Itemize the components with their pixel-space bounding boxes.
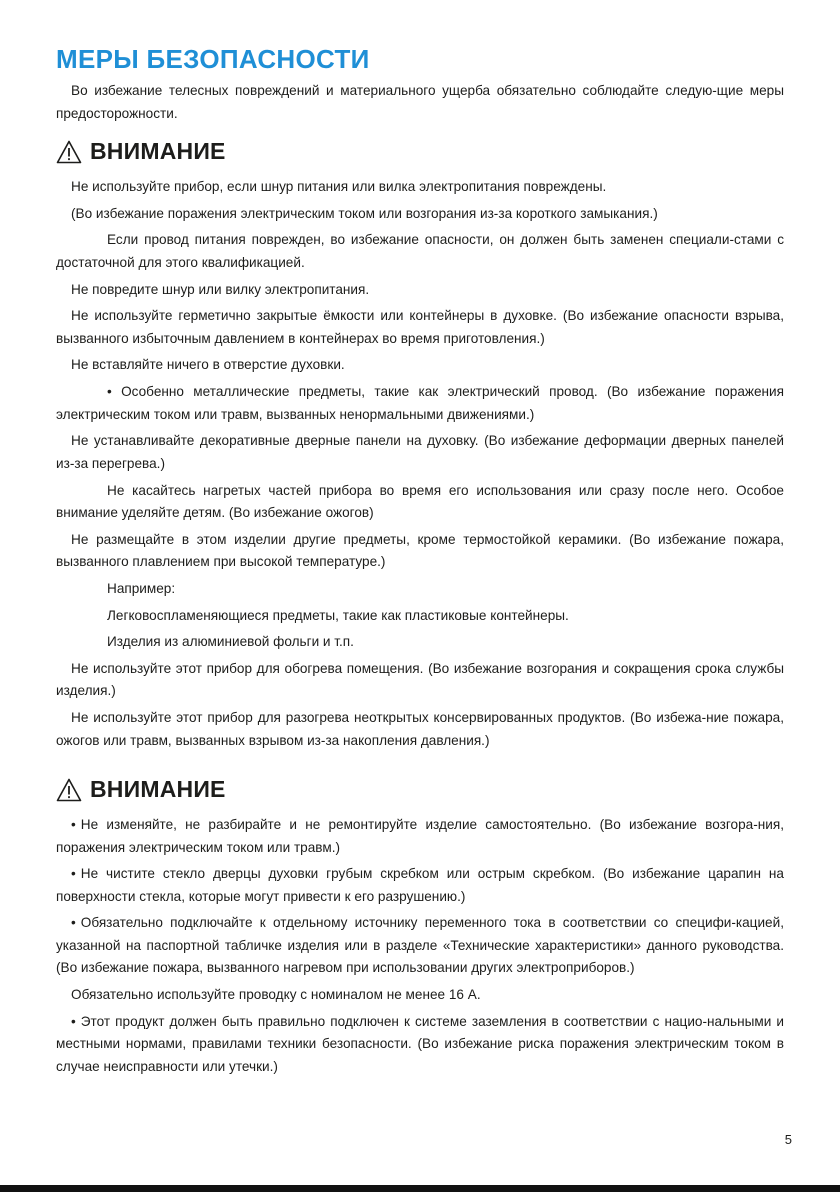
safety-item: • Не чистите стекло дверцы духовки грубым скребком или острым скребком. (Во избежание царапин на поверхности стекла, которые могут привести к его разрушению.): [56, 863, 784, 908]
warning-heading-text: ВНИМАНИЕ: [90, 138, 226, 164]
example-item: Изделия из алюминиевой фольги и т.п.: [107, 634, 354, 650]
safety-item: Не используйте этот прибор для обогрева помещения. (Во избежание возгорания и сокращения срока службы изделия.): [56, 660, 784, 699]
warning-heading-1: [56, 138, 226, 165]
warning-triangle-icon: [56, 140, 82, 164]
safety-item: • Этот продукт должен быть правильно подключен к системе заземления в соответствии с нацио-нальными и местными нормами, правилами техники безопасности. (Во избежание риска поражения электрическим током в случае неисправности или утечки.): [56, 1011, 784, 1079]
safety-item: Не используйте герметично закрытые ёмкости или контейнеры в духовке. (Во избежание опасности взрыва, вызванного избыточным давлением в контейнерах во время приготовления.): [56, 308, 784, 346]
warning-heading-2: [56, 776, 226, 803]
example-label: Например:: [107, 580, 176, 596]
safety-item: Не устанавливайте декоративные дверные панели на духовку. (Во избежание деформации дверных панелей из-за перегрева.): [56, 433, 784, 471]
bottom-border: [0, 1185, 840, 1192]
safety-item: Не вставляйте ничего в отверстие духовки.: [71, 357, 345, 373]
safety-item: Не касайтесь нагретых частей прибора во время его использования или сразу после него. Особое внимание уделяйте детям. (Во избежание ожогов): [56, 482, 784, 520]
safety-item: • Обязательно подключайте к отдельному источнику переменного тока в соответствии со специфи-кацией, указанной на паспортной табличке изделия или в разделе «Технические характеристики» данного руководства. (Во избежание пожара, вызванного нагревом при использовании других электроприборов.): [56, 912, 784, 980]
warning-section-2: [56, 814, 784, 1078]
safety-item: • Не изменяйте, не разбирайте и не ремонтируйте изделие самостоятельно. (Во избежание возгора-ния, поражения электрическим током или травм.): [56, 814, 784, 859]
warning-section-1: [56, 176, 784, 752]
page-title: МЕРЫ БЕЗОПАСНОСТИ: [56, 44, 370, 74]
safety-item: Не размещайте в этом изделии другие предметы, кроме термостойкой керамики. (Во избежание пожара, вызванного плавлением при высокой температуре.): [56, 531, 784, 570]
example-item: Легковоспламеняющиеся предметы, такие как пластиковые контейнеры.: [107, 607, 569, 623]
safety-item: Не используйте этот прибор для разогрева неоткрытых консервированных продуктов. (Во избежа-ние пожара, ожогов или травм, вызванных взрывом из-за накопления давления.): [56, 710, 784, 748]
warning-triangle-icon: [56, 778, 82, 802]
warning-heading-text: ВНИМАНИЕ: [90, 776, 226, 802]
intro-paragraph: Во избежание телесных повреждений и материального ущерба обязательно соблюдайте следую-щие меры предосторожности.: [56, 83, 784, 121]
safety-item: Если провод питания поврежден, во избежание опасности, он должен быть заменен специали-стами с достаточной для этого квалификацией.: [56, 232, 784, 270]
safety-item: Не используйте прибор, если шнур питания или вилка электропитания повреждены.: [71, 179, 607, 194]
page-number: 5: [784, 1132, 792, 1147]
safety-item: Обязательно используйте проводку с номиналом не менее 16 А.: [71, 987, 481, 1003]
safety-item: (Во избежание поражения электрическим током или возгорания из-за короткого замыкания.): [71, 205, 658, 221]
safety-item: • Особенно металлические предметы, такие как электрический провод. (Во избежание поражения электрическим током или травм, вызванных ненормальными движениями.): [56, 384, 784, 422]
safety-item: Не повредите шнур или вилку электропитания.: [71, 281, 370, 297]
